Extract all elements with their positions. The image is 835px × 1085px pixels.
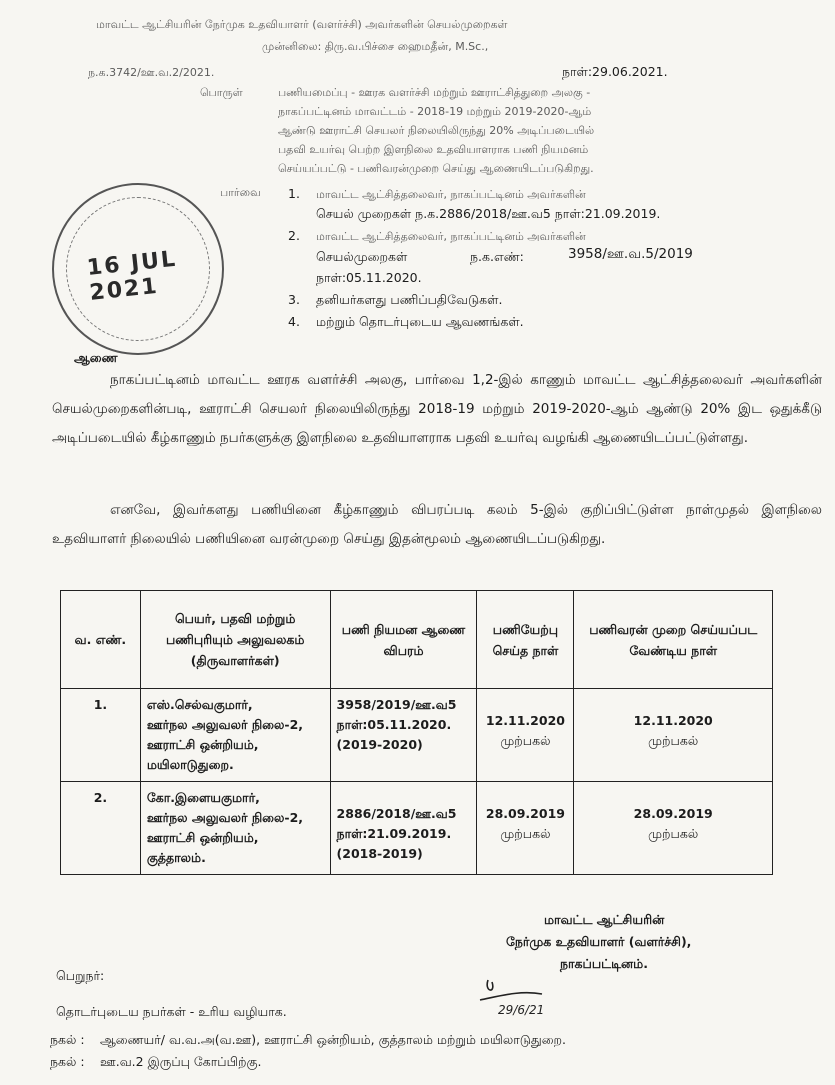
name-line: கோ.இளையகுமார்,: [146, 790, 260, 805]
row-serial-number: 2.: [61, 782, 141, 875]
reference-3-line: தனியர்களது பணிப்பதிவேடுகள்.: [316, 292, 503, 307]
order-line: நாள்:21.09.2019.: [336, 826, 452, 841]
row-regularization-cell: [574, 689, 773, 782]
row-name-cell: [140, 782, 330, 875]
reference-1-line: செயல் முறைகள் ந.க.2886/2018/ஊ.வ5 நாள்:21.09.2019.: [316, 206, 661, 221]
name-line: எஸ்.செல்வகுமார்,: [146, 697, 253, 712]
header-serial-number: வ. எண்.: [61, 591, 141, 689]
order-line: 3958/2019/ஊ.வ5: [336, 697, 457, 712]
reference-2-line: செயல்முறைகள்: [316, 249, 408, 264]
subject-line: நாகப்பட்டினம் மாவட்டம் - 2018-19 மற்றும் 2019-2020-ஆம்: [278, 105, 592, 118]
name-line: குத்தாலம்.: [146, 850, 206, 865]
reference-4-line: மற்றும் தொடர்புடைய ஆவணங்கள்.: [316, 314, 524, 329]
subject-label: பொருள்: [200, 86, 243, 99]
seal-date-stamp: 16 JUL 2021: [85, 246, 179, 306]
reference-label: பார்வை: [220, 186, 261, 199]
subject-line: ஆண்டு ஊராட்சி செயலர் நிலையிலிருந்து 20% அடிப்படையில்: [278, 124, 595, 137]
signature-date: 29/6/21: [498, 1003, 545, 1017]
regularization-table: [60, 590, 773, 875]
order-line: (2018-2019): [336, 846, 423, 861]
name-line: ஊராட்சி ஒன்றியம்,: [146, 830, 259, 845]
reference-2-date: நாள்:05.11.2020.: [316, 270, 422, 285]
name-line: ஊர்நல அலுவலர் நிலை-2,: [146, 717, 304, 732]
copy-label: நகல் :: [50, 1032, 85, 1047]
header-regularization-date: பணிவரன் முறை செய்யப்பட வேண்டிய நாள்: [574, 591, 773, 689]
table-row: [61, 782, 773, 875]
regularization-date: 28.09.2019: [633, 806, 713, 821]
order-label: ஆணை: [74, 350, 118, 365]
reference-1-line: மாவட்ட ஆட்சித்தலைவர், நாகப்பட்டினம் அவர்களின்: [316, 188, 586, 201]
regularization-session: முற்பகல்: [648, 826, 699, 841]
subject-line: பணியமைப்பு - ஊரக வளர்ச்சி மற்றும் ஊராட்சித்துறை அலகு -: [278, 86, 591, 99]
joining-session: முற்பகல்: [500, 733, 551, 748]
copy-text: ஆணையர்/ வ.வ.அ(வ.ஊ), ஊராட்சி ஒன்றியம், குத்தாலம் மற்றும் மயிலாடுதுறை.: [100, 1032, 567, 1047]
signatory-line: மாவட்ட ஆட்சியரின்: [544, 912, 665, 927]
document-date: நாள்:29.06.2021.: [562, 64, 668, 79]
subject-line: பதவி உயர்வு பெற்ற இளநிலை உதவியாளராக பணி நியமனம்: [278, 143, 589, 156]
reference-number: ந.க.3742/ஊ.வ.2/2021.: [88, 66, 215, 79]
order-line: (2019-2020): [336, 737, 423, 752]
reference-2-number: 3958/ஊ.வ.5/2019: [568, 246, 693, 262]
copy-text: ஊ.வ.2 இருப்பு கோப்பிற்கு.: [100, 1054, 262, 1069]
order-line: 2886/2018/ஊ.வ5: [336, 806, 457, 821]
row-regularization-cell: [574, 782, 773, 875]
reference-number-1: 1.: [288, 186, 300, 201]
name-line: ஊர்நல அலுவலர் நிலை-2,: [146, 810, 304, 825]
row-joining-cell: [477, 782, 574, 875]
name-line: ஊராட்சி ஒன்றியம்,: [146, 737, 259, 752]
reference-number-2: 2.: [288, 228, 300, 243]
row-order-cell: [330, 689, 477, 782]
row-name-cell: [140, 689, 330, 782]
official-seal: [52, 183, 224, 355]
copy-label: நகல் :: [50, 1054, 85, 1069]
recipient-text: தொடர்புடைய நபர்கள் - உரிய வழியாக.: [56, 1004, 287, 1019]
order-paragraph-1: நாகப்பட்டினம் மாவட்ட ஊரக வளர்ச்சி அலகு, பார்வை 1,2-இல் காணும் மாவட்ட ஆட்சித்தலைவர் அவர்களின் செயல்முறைகளின்படி, ஊராட்சி செயலர் நிலையிலிருந்து 2018-19 மற்றும் 2019-2020-ஆம் ஆண்டு 20% இட ஒதுக்கீடு அடிப்படையில் கீழ்காணும் நபர்களுக்கு இளநிலை உதவியாளராக பதவி உயர்வு வழங்கி ஆணையிடப்பட்டுள்ளது.: [52, 372, 822, 446]
order-line: நாள்:05.11.2020.: [336, 717, 452, 732]
subject-line: செய்யப்பட்டு - பணிவரன்முறை செய்து ஆணையிடப்படுகிறது.: [278, 162, 594, 175]
signatory-line: நேர்முக உதவியாளர் (வளர்ச்சி),: [506, 934, 692, 949]
header-title-line: மாவட்ட ஆட்சியரின் நேர்முக உதவியாளர் (வளர்ச்சி) அவர்களின் செயல்முறைகள்: [96, 18, 508, 31]
header-appointment-order: பணி நியமன ஆணை விபரம்: [330, 591, 477, 689]
handwritten-signature: [470, 970, 580, 1020]
reference-2-line: ந.க.எண்:: [470, 249, 524, 264]
row-serial-number: 1.: [61, 689, 141, 782]
table-header-row: [61, 591, 773, 689]
row-joining-cell: [477, 689, 574, 782]
regularization-date: 12.11.2020: [633, 713, 713, 728]
joining-date: 28.09.2019: [485, 806, 565, 821]
row-order-cell: [330, 782, 477, 875]
header-presiding-officer: முன்னிலை: திரு.வ.பிச்சை ஹைமதீன், M.Sc.,: [262, 40, 489, 53]
header-name-designation: பெயர், பதவி மற்றும் பணிபுரியும் அலுவலகம் (திருவாளர்கள்): [140, 591, 330, 689]
header-joining-date: பணியேற்பு செய்த நாள்: [477, 591, 574, 689]
signatory-line: நாகப்பட்டினம்.: [560, 956, 648, 971]
reference-number-3: 3.: [288, 292, 300, 307]
table-row: [61, 689, 773, 782]
regularization-session: முற்பகல்: [648, 733, 699, 748]
recipient-label: பெறுநர்:: [56, 968, 105, 983]
reference-2-line: மாவட்ட ஆட்சித்தலைவர், நாகப்பட்டினம் அவர்களின்: [316, 230, 586, 243]
name-line: மயிலாடுதுறை.: [146, 757, 234, 772]
joining-session: முற்பகல்: [500, 826, 551, 841]
reference-number-4: 4.: [288, 314, 300, 329]
joining-date: 12.11.2020: [485, 713, 565, 728]
order-paragraph-2: எனவே, இவர்களது பணியினை கீழ்காணும் விபரப்படி கலம் 5-இல் குறிப்பிட்டுள்ள நாள்முதல் இளநிலை உதவியாளர் நிலையில் பணியினை வரன்முறை செய்து இதன்மூலம் ஆணையிடப்படுகிறது.: [52, 502, 822, 547]
